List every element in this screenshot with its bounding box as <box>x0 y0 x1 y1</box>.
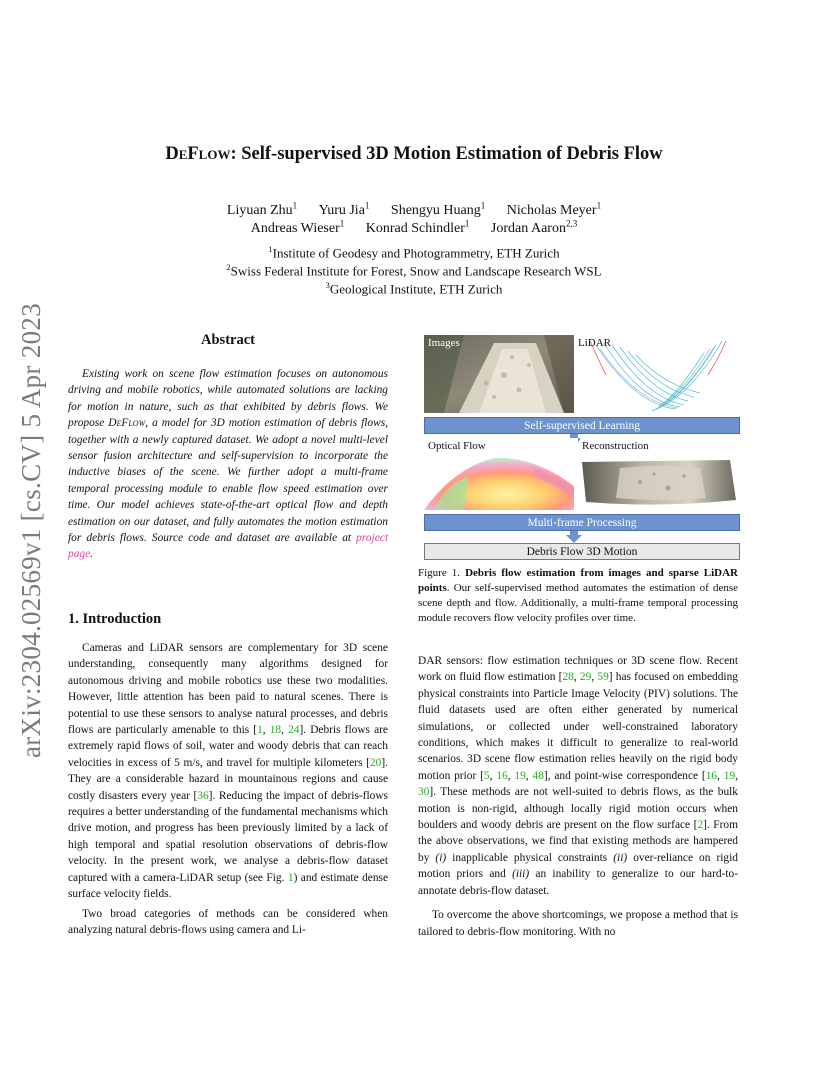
body-paragraph: To overcome the above shortcomings, we propose a method that is tailored to debris-flow monitoring. With no <box>418 909 738 938</box>
multi-frame-processing-bar: Multi-frame Processing <box>424 514 740 531</box>
title-rest: : Self-supervised 3D Motion Estimation of Debris Flow <box>230 144 663 164</box>
figure-ref-link[interactable]: 1 <box>287 871 294 884</box>
paper-title <box>0 144 828 165</box>
citation-link[interactable]: 2 <box>697 819 704 832</box>
citation-link[interactable]: 1 <box>257 724 263 737</box>
citation-link[interactable]: 16 <box>496 769 508 782</box>
optical-flow-label: Optical Flow <box>428 440 486 452</box>
affiliation: $^2$Swiss Federal Institute for Forest, Snow and Landscape Research WSL <box>226 262 602 279</box>
intro-paragraph: Cameras and LiDAR sensors are complementary for 3D scene understanding, consequently many algorithms designed for autonomous driving and mobile robotics use these two modalities. However, little attention has been paid to natural scenes. There is potential to use these sensors to analyse natural processes, and debris flows are particularly amenable to this [1, 18, 24]. Debris flows are extremely rapid flows of soil, water and woody debris that can reach velocities in excess of 5 m/s, and travel for multiple kilometers [20]. They are a considerable hazard in mountainous regions and cause costly disasters every year [36]. Reducing the impact of debris-flows requires a better understanding of the fundamental mechanisms which drive motion, and progress has been previously limited by a lack of high temporal and spatial resolution observations of debris-flow velocity. In the present work, we analyse a debris-flow dataset captured with a camera-LiDAR setup (see Fig. 1) and estimate dense surface velocity fields. <box>68 642 389 901</box>
images-label: Images <box>428 337 460 349</box>
right-column-body <box>418 653 738 940</box>
method-name: DeFlow <box>108 417 146 430</box>
citation-link[interactable]: 18 <box>269 724 282 737</box>
arxiv-stamp <box>10 290 54 770</box>
author: Shengyu Huang$^1$ <box>390 200 486 218</box>
lidar-image <box>576 335 740 413</box>
author: Liyuan Zhu$^1$ <box>226 200 298 218</box>
intro-body <box>68 640 388 938</box>
citation-link[interactable]: 48 <box>532 769 544 782</box>
author: Konrad Schindler$^1$ <box>365 218 470 236</box>
citation-link[interactable]: 59 <box>597 671 609 684</box>
author: Jordan Aaron$^{2,3}$ <box>490 218 578 236</box>
figure-1 <box>424 335 740 561</box>
author: Andreas Wieser$^1$ <box>250 218 345 236</box>
author: Yuru Jia$^1$ <box>318 200 370 218</box>
abstract-heading: Abstract <box>201 332 255 348</box>
citation-link[interactable]: 30 <box>418 786 430 799</box>
citation-link[interactable]: 5 <box>483 769 490 782</box>
debris-flow-3d-motion-bar: Debris Flow 3D Motion <box>424 543 740 560</box>
optical-flow-image <box>424 438 578 510</box>
intro-paragraph: Two broad categories of methods can be considered when analyzing natural debris-flows using camera and Li- <box>68 907 388 936</box>
citation-link[interactable]: 19 <box>723 769 736 782</box>
lidar-label: LiDAR <box>578 337 611 349</box>
citation-link[interactable]: 29 <box>579 671 592 684</box>
affiliation: $^1$Institute of Geodesy and Photogrammetry, ETH Zurich <box>268 244 560 261</box>
affiliation: $^3$Geological Institute, ETH Zurich <box>325 280 503 297</box>
abstract-body: Existing work on scene flow estimation focuses on autonomous driving and mobile robotics, while automated solutions are lacking for motion in nature, such as that exhibited by debris flows. We propose DeFlow, a model for 3D motion estimation of debris flows, together with a newly captured dataset. We adopt a novel multi-level sensor fusion architecture and self-supervision to incorporate the inductive biases of the scene. We further adopt a multi-frame temporal processing module to enable flow speed estimation over time. Our model achieves state-of-the-art optical flow and depth estimation on our dataset, and fully automates the motion estimation for debris flows. Source code and dataset are available at project page. <box>68 368 388 561</box>
section-heading-introduction: 1. Introduction <box>68 611 162 627</box>
citation-link[interactable]: 28 <box>562 671 574 684</box>
title-method-name: DeFlow <box>165 144 231 164</box>
reconstruction-label: Reconstruction <box>582 440 649 452</box>
citation-link[interactable]: 16 <box>705 769 718 782</box>
citation-link[interactable]: 20 <box>369 756 382 769</box>
arxiv-id: arXiv:2304.02569v1 [cs.CV] 5 Apr 2023 <box>16 302 47 758</box>
figure-caption: Figure 1. Debris flow estimation from images and sparse LiDAR points. Our self-supervised method automates the estimation of dense scene depth and flow. Additionally, a multi-frame temporal processing module recovers flow velocity profiles over time. <box>418 567 738 624</box>
project-page-link[interactable]: project page <box>68 532 388 561</box>
arrow-down-icon <box>566 535 582 543</box>
authors-line-2 <box>0 214 828 238</box>
citation-link[interactable]: 24 <box>288 724 300 737</box>
reconstruction-image <box>580 438 740 510</box>
self-supervised-learning-bar: Self-supervised Learning <box>424 417 740 434</box>
citation-link[interactable]: 19 <box>514 769 526 782</box>
debris-photo-image <box>424 335 574 413</box>
author: Nicholas Meyer$^1$ <box>506 200 602 218</box>
body-paragraph: DAR sensors: flow estimation techniques or 3D scene flow. Recent work on fluid flow estimation [28, 29, 59] has focused on embedding physical constraints into Particle Image Velocity (PIV) solutions. The fluid datasets used are often either generated by numerical simulations, or collected under well-constrained laboratory conditions, which makes it difficult to generalize to real-world scenarios. 3D scene flow estimation relies heavily on the rigid body motion prior [5, 16, 19, 48], and point-wise correspondence [16, 19, 30]. These methods are not well-suited to debris flows, as the bulk motion is non-rigid, although locally rigid motion occurs when boulders and woody debris are present on the flow surface [2]. From the above observations, we find that existing methods are hampered by (i) inapplicable physical constraints (ii) over-reliance on rigid motion priors and (iii) an inability to generalize to our hard-to-annotate debris-flow dataset. <box>418 655 739 897</box>
citation-link[interactable]: 36 <box>197 789 209 802</box>
